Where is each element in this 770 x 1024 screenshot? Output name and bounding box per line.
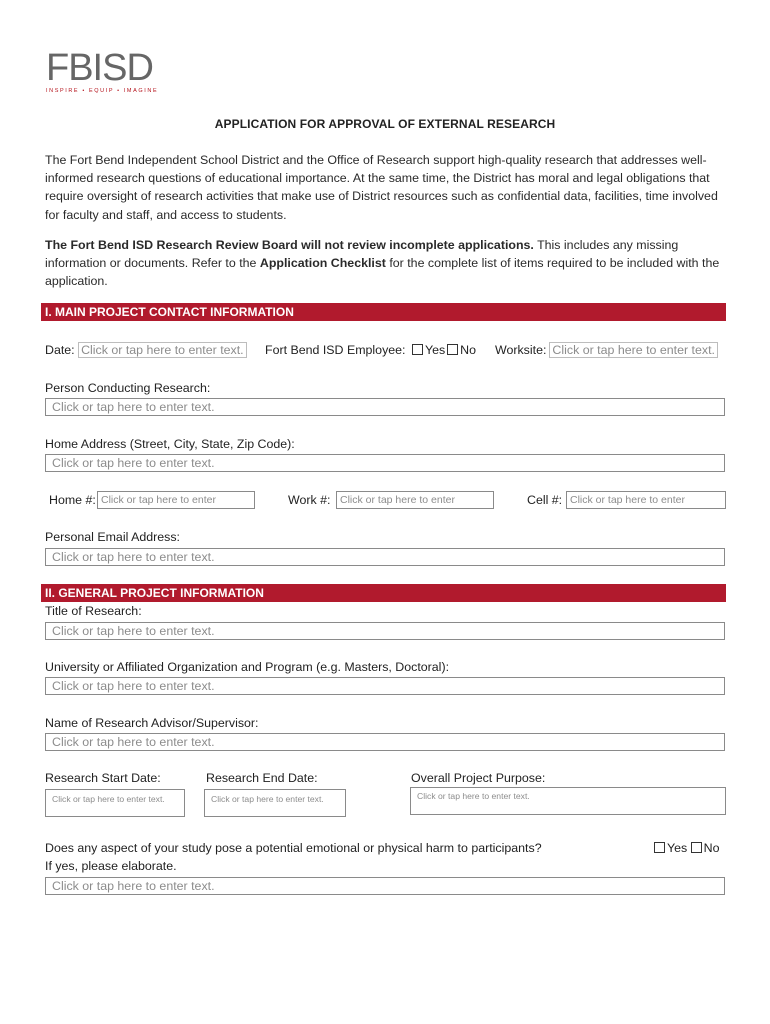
elaborate-field[interactable]: Click or tap here to enter text. [45, 877, 725, 895]
employee-no-checkbox[interactable] [447, 344, 458, 355]
email-label: Personal Email Address: [45, 530, 180, 544]
research-title-label: Title of Research: [45, 604, 142, 618]
person-field[interactable]: Click or tap here to enter text. [45, 398, 725, 416]
purpose-field[interactable]: Click or tap here to enter text. [410, 787, 726, 815]
section-1-heading: I. MAIN PROJECT CONTACT INFORMATION [41, 303, 726, 321]
worksite-label: Worksite: [495, 343, 547, 357]
harm-yes-label: Yes [667, 841, 688, 855]
worksite-field[interactable]: Click or tap here to enter text. [549, 342, 718, 358]
cell-phone-label: Cell #: [527, 493, 563, 507]
notice-bold: The Fort Bend ISD Research Review Board will not review incomplete applications. [45, 238, 534, 252]
notice-text-2: for the complete list of items required to be included with the application. [45, 256, 720, 289]
date-row [45, 343, 247, 357]
notice-paragraph [45, 236, 730, 291]
end-date-label: Research End Date: [206, 771, 318, 785]
university-field[interactable]: Click or tap here to enter text. [45, 677, 725, 695]
start-date-label: Research Start Date: [45, 771, 161, 785]
section-2-heading: II. GENERAL PROJECT INFORMATION [41, 584, 726, 602]
purpose-label: Overall Project Purpose: [411, 771, 546, 785]
advisor-label: Name of Research Advisor/Supervisor: [45, 716, 259, 730]
harm-yes-checkbox[interactable] [654, 842, 665, 853]
date-label: Date: [45, 343, 75, 357]
research-title-field[interactable]: Click or tap here to enter text. [45, 622, 725, 640]
advisor-field[interactable]: Click or tap here to enter text. [45, 733, 725, 751]
university-label: University or Affiliated Organization and Program (e.g. Masters, Doctoral): [45, 660, 450, 674]
person-label: Person Conducting Research: [45, 381, 211, 395]
employee-no-label: No [460, 343, 477, 357]
start-date-field[interactable]: Click or tap here to enter text. [45, 789, 185, 817]
employee-label: Fort Bend ISD Employee: [265, 343, 406, 357]
end-date-field[interactable]: Click or tap here to enter text. [204, 789, 346, 817]
home-phone-label: Home #: [49, 493, 96, 507]
employee-yes-label: Yes [424, 343, 446, 357]
harm-no-checkbox[interactable] [691, 842, 702, 853]
address-field[interactable]: Click or tap here to enter text. [45, 454, 725, 472]
page-title: APPLICATION FOR APPROVAL OF EXTERNAL RESEARCH [214, 117, 556, 131]
employee-yes-checkbox[interactable] [412, 344, 423, 355]
harm-question: Does any aspect of your study pose a potential emotional or physical harm to participants? [45, 841, 542, 855]
date-field[interactable]: Click or tap here to enter text. [78, 342, 247, 358]
work-phone-field[interactable]: Click or tap here to enter [336, 491, 494, 509]
logo-tagline: INSPIRE • EQUIP • IMAGINE [46, 88, 159, 94]
email-field[interactable]: Click or tap here to enter text. [45, 548, 725, 566]
employee-row [265, 343, 476, 357]
work-phone-label: Work #: [288, 493, 331, 507]
application-checklist-link: Application Checklist [259, 256, 386, 271]
logo-wordmark: FBISD [46, 47, 153, 89]
worksite-row [495, 343, 718, 357]
intro-paragraph: The Fort Bend Independent School District and the Office of Research support high-quality research that addresses well-informed research questions of educational importance. At the same time, the District has moral and legal obligations that require oversight of research activities that make use of District resources such as confidential data, facilities, time involved for faculty and staff, and access to students. [45, 153, 718, 222]
notice-text-1: This includes any missing information or documents. Refer to the [45, 238, 679, 271]
harm-no-label: No [703, 841, 720, 855]
fbisd-logo [46, 47, 159, 98]
elaborate-label: If yes, please elaborate. [45, 859, 177, 873]
cell-phone-field[interactable]: Click or tap here to enter [566, 491, 726, 509]
home-phone-field[interactable]: Click or tap here to enter [97, 491, 255, 509]
address-label: Home Address (Street, City, State, Zip Code): [45, 437, 295, 451]
harm-options [654, 841, 720, 855]
